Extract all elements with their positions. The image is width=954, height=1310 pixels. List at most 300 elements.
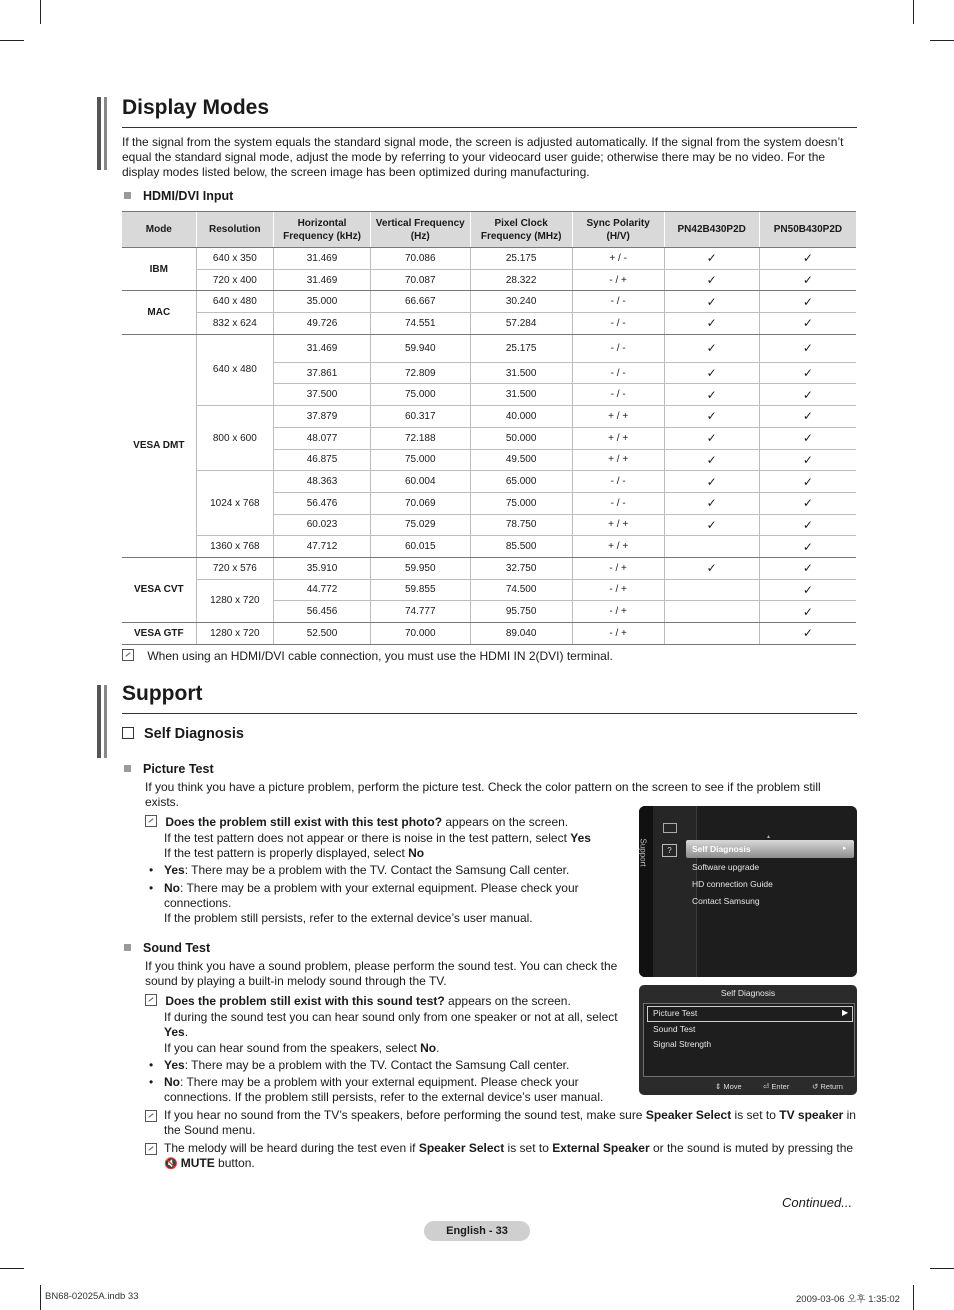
enter-icon: ⏎ <box>763 1082 770 1091</box>
sync-polarity-cell: + / + <box>572 406 664 428</box>
pixel-clock-cell: 49.500 <box>470 449 572 471</box>
v-freq-cell: 72.188 <box>370 427 470 449</box>
bullet-dot-icon: • <box>149 1058 154 1072</box>
section-bar <box>104 685 107 758</box>
v-freq-cell: 59.950 <box>370 557 470 579</box>
sync-polarity-cell: - / + <box>572 269 664 291</box>
check-mark-icon: ✓ <box>802 366 813 381</box>
mute-icon: 🔇 <box>164 1158 178 1170</box>
check-mark-icon: ✓ <box>802 341 813 356</box>
sync-polarity-cell: - / - <box>572 291 664 313</box>
table-header-cell: Pixel Clock Frequency (MHz) <box>470 212 572 248</box>
check-mark-icon: ✓ <box>706 387 717 402</box>
pixel-clock-cell: 50.000 <box>470 427 572 449</box>
picture-note-rest: appears on the screen. <box>442 815 569 829</box>
v-freq-cell: 60.317 <box>370 406 470 428</box>
pn42-support-cell <box>664 471 759 493</box>
v-freq-cell: 70.000 <box>370 623 470 645</box>
return-label: Return <box>820 1082 843 1091</box>
picture-test-heading <box>124 762 214 776</box>
h-freq-cell: 60.023 <box>274 514 371 536</box>
sound-note-bold: Does the problem still exist with this sound test? <box>165 994 445 1008</box>
enter-hint <box>763 1082 789 1091</box>
pixel-clock-cell: 40.000 <box>470 406 572 428</box>
sound-line3-end: . <box>436 1041 440 1055</box>
menu-side-strip <box>639 806 653 977</box>
pn42-support-cell <box>664 334 759 362</box>
menu-item-sound-test[interactable]: Sound Test <box>653 1024 696 1034</box>
mode-cell: VESA GTF <box>122 623 196 645</box>
table-row <box>122 313 856 335</box>
chevron-up-icon: ▴ <box>767 834 771 840</box>
melody-note-end: button. <box>214 1156 255 1170</box>
check-mark-icon: ✓ <box>802 452 813 467</box>
pn42-support-cell <box>664 514 759 536</box>
check-mark-icon: ✓ <box>706 273 717 288</box>
note-icon <box>145 994 157 1006</box>
v-freq-cell: 70.087 <box>370 269 470 291</box>
h-freq-cell: 52.500 <box>274 623 371 645</box>
check-mark-icon: ✓ <box>706 431 717 446</box>
picture-bullet-yes <box>149 863 629 878</box>
pn42-support-cell <box>664 362 759 384</box>
check-mark-icon: ✓ <box>802 561 813 576</box>
v-freq-cell: 74.777 <box>370 601 470 623</box>
pn50-support-cell <box>759 362 856 384</box>
sync-polarity-cell: - / - <box>572 334 664 362</box>
picture-test-line2 <box>164 831 634 846</box>
sound-test-line2 <box>164 1010 634 1040</box>
mode-cell: VESA CVT <box>122 557 196 622</box>
display-modes-title: Display Modes <box>122 96 270 119</box>
pn50-support-cell <box>759 269 856 291</box>
support-title: Support <box>122 682 203 705</box>
hdmi-dvi-subhead <box>124 189 233 203</box>
pn42-support-cell <box>664 427 759 449</box>
pn50-support-cell <box>759 536 856 558</box>
resolution-cell: 1360 x 768 <box>196 536 273 558</box>
speaker-note-mid: is set to <box>731 1108 780 1122</box>
footer-timestamp: 2009-03-06 오후 1:35:02 <box>796 1294 900 1305</box>
display-modes-table <box>122 211 856 645</box>
h-freq-cell: 56.476 <box>274 492 371 514</box>
menu-icon-column <box>653 806 697 977</box>
pn50-support-cell <box>759 406 856 428</box>
pn42-support-cell <box>664 291 759 313</box>
check-mark-icon: ✓ <box>706 452 717 467</box>
sync-polarity-cell: - / - <box>572 384 664 406</box>
sound-line2-bold: Yes <box>164 1025 185 1039</box>
pixel-clock-cell: 31.500 <box>470 362 572 384</box>
picture-b2-rest: : There may be a problem with your external equipment. Please check your connections. <box>164 881 579 910</box>
sync-polarity-cell: - / + <box>572 557 664 579</box>
pixel-clock-cell: 32.750 <box>470 557 572 579</box>
note-icon <box>145 1143 157 1155</box>
section-bar <box>97 97 101 170</box>
h-freq-cell: 56.456 <box>274 601 371 623</box>
check-mark-icon: ✓ <box>802 316 813 331</box>
resolution-cell: 640 x 480 <box>196 291 273 313</box>
h-freq-cell: 31.469 <box>274 269 371 291</box>
square-bullet-icon <box>124 765 131 772</box>
pn42-support-cell <box>664 384 759 406</box>
crop-mark <box>913 0 914 24</box>
melody-note-b2: External Speaker <box>552 1141 650 1155</box>
note-icon <box>145 815 157 827</box>
menu-item-picture-test[interactable]: Picture Test <box>653 1008 698 1018</box>
check-mark-icon: ✓ <box>802 604 813 619</box>
table-row <box>122 623 856 645</box>
check-mark-icon: ✓ <box>802 582 813 597</box>
sync-polarity-cell: - / + <box>572 579 664 601</box>
menu-side-label: Support <box>639 838 648 867</box>
picture-test-intro: If you think you have a picture problem, perform the picture test. Check the color pattern on the screen to see if the problem still exists. <box>145 780 821 809</box>
h-freq-cell: 46.875 <box>274 449 371 471</box>
sync-polarity-cell: + / + <box>572 427 664 449</box>
pn42-support-cell <box>664 601 759 623</box>
melody-note-b1: Speaker Select <box>418 1141 505 1155</box>
bullet-dot-icon: • <box>149 1075 154 1089</box>
sound-bullet-no <box>149 1075 619 1105</box>
v-freq-cell: 70.069 <box>370 492 470 514</box>
hdmi-note-text: When using an HDMI/DVI cable connection, you must use the HDMI IN 2(DVI) terminal. <box>147 649 613 663</box>
check-mark-icon: ✓ <box>706 409 717 424</box>
table-header-cell: PN50B430P2D <box>759 212 856 248</box>
check-mark-icon: ✓ <box>706 496 717 511</box>
pn50-support-cell <box>759 313 856 335</box>
sync-polarity-cell: - / - <box>572 362 664 384</box>
sound-b2-bold: No <box>164 1075 180 1089</box>
sound-test-note <box>145 994 625 1009</box>
self-diagnosis-menu-title: Self Diagnosis <box>720 988 776 998</box>
table-header-cell: Horizontal Frequency (kHz) <box>274 212 371 248</box>
pn42-support-cell <box>664 449 759 471</box>
pn50-support-cell <box>759 471 856 493</box>
crop-mark <box>930 40 954 41</box>
pixel-clock-cell: 25.175 <box>470 334 572 362</box>
check-mark-icon: ✓ <box>802 294 813 309</box>
v-freq-cell: 75.000 <box>370 449 470 471</box>
mode-cell: VESA DMT <box>122 334 196 557</box>
check-mark-icon: ✓ <box>706 316 717 331</box>
pn42-support-cell <box>664 313 759 335</box>
sound-b1-bold: Yes <box>164 1058 185 1072</box>
check-mark-icon: ✓ <box>802 626 813 641</box>
bullet-dot-icon: • <box>149 881 154 895</box>
pn42-support-cell <box>664 579 759 601</box>
footer-file-info: BN68-02025A.indb 33 <box>45 1291 139 1302</box>
sync-polarity-cell: + / - <box>572 248 664 270</box>
pixel-clock-cell: 89.040 <box>470 623 572 645</box>
table-header-cell: PN42B430P2D <box>664 212 759 248</box>
h-freq-cell: 48.077 <box>274 427 371 449</box>
h-freq-cell: 31.469 <box>274 248 371 270</box>
resolution-cell: 640 x 480 <box>196 334 273 405</box>
pixel-clock-cell: 28.322 <box>470 269 572 291</box>
pn42-support-cell <box>664 536 759 558</box>
crop-mark <box>40 1285 41 1310</box>
check-mark-icon: ✓ <box>706 561 717 576</box>
sync-polarity-cell: + / + <box>572 514 664 536</box>
table-row <box>122 536 856 558</box>
speaker-note-b2: TV speaker <box>779 1108 844 1122</box>
speaker-note <box>145 1108 860 1138</box>
return-hint <box>812 1082 843 1091</box>
h-freq-cell: 37.879 <box>274 406 371 428</box>
section-bar <box>104 97 107 170</box>
sound-line2-end: . <box>184 1025 189 1039</box>
pn50-support-cell <box>759 492 856 514</box>
hdmi-dvi-label: HDMI/DVI Input <box>143 189 234 203</box>
pixel-clock-cell: 57.284 <box>470 313 572 335</box>
check-mark-icon: ✓ <box>706 341 717 356</box>
mode-cell: MAC <box>122 291 196 334</box>
play-arrow-icon: ▶ <box>842 1008 849 1017</box>
pn42-support-cell <box>664 557 759 579</box>
h-freq-cell: 31.469 <box>274 334 371 362</box>
h-freq-cell: 35.910 <box>274 557 371 579</box>
crop-mark <box>40 0 41 24</box>
pn42-support-cell <box>664 269 759 291</box>
table-row <box>122 291 856 313</box>
menu-item-self-diagnosis[interactable]: Self Diagnosis <box>692 844 751 854</box>
square-bullet-icon <box>124 192 131 199</box>
crop-mark <box>0 40 24 41</box>
check-mark-icon: ✓ <box>802 387 813 402</box>
sync-polarity-cell: - / + <box>572 623 664 645</box>
up-down-icon: ⇕ <box>715 1082 722 1091</box>
picture-line2-text: If the test pattern does not appear or there is noise in the test pattern, select <box>164 831 571 845</box>
pixel-clock-cell: 74.500 <box>470 579 572 601</box>
pn42-support-cell <box>664 248 759 270</box>
sync-polarity-cell: - / - <box>572 313 664 335</box>
sound-line3-text: If you can hear sound from the speakers, select <box>164 1041 421 1055</box>
table-header-cell: Resolution <box>196 212 273 248</box>
menu-item-hd-connection-guide[interactable]: HD connection Guide <box>692 879 773 889</box>
section-bar <box>97 685 101 758</box>
sync-polarity-cell: - / - <box>572 471 664 493</box>
picture-bullet-no <box>149 881 599 926</box>
display-modes-intro: If the signal from the system equals the standard signal mode, the screen is adjusted automatically. If the signal from the system doesn’t equal the standard signal mode, adjust the mode by referring to your videocard user guide; otherwise there may be no video. For the display modes listed below, the screen image has been optimized during manufacturing. <box>122 135 844 179</box>
picture-b1-rest: : There may be a problem with the TV. Contact the Samsung Call center. <box>184 863 570 877</box>
enter-label: Enter <box>771 1082 790 1091</box>
sync-polarity-cell: + / + <box>572 536 664 558</box>
square-bullet-icon <box>124 944 131 951</box>
picture-b1-bold: Yes <box>164 863 185 877</box>
v-freq-cell: 60.004 <box>370 471 470 493</box>
check-mark-icon: ✓ <box>802 431 813 446</box>
section-rule <box>122 127 857 128</box>
picture-test-line3 <box>164 846 634 861</box>
check-mark-icon: ✓ <box>802 474 813 489</box>
check-mark-icon: ✓ <box>802 251 813 266</box>
sound-line3-bold: No <box>420 1041 437 1055</box>
pn42-support-cell <box>664 406 759 428</box>
sound-line2-text: If during the sound test you can hear sound only from one speaker or not at all, select <box>164 1010 618 1024</box>
sound-b2-rest: : There may be a problem with your external equipment. Please check your connections. If the problem still persists, refer to the external device’s user manual. <box>164 1075 604 1104</box>
resolution-cell: 640 x 350 <box>196 248 273 270</box>
chevron-right-icon: ▸ <box>843 845 847 852</box>
check-mark-icon: ✓ <box>706 517 717 532</box>
menu-item-software-upgrade[interactable]: Software upgrade <box>692 862 760 872</box>
pn50-support-cell <box>759 291 856 313</box>
table-row <box>122 248 856 270</box>
sound-b1-rest: : There may be a problem with the TV. Contact the Samsung Call center. <box>184 1058 570 1072</box>
picture-b2-line2: If the problem still persists, refer to the external device’s user manual. <box>164 911 533 925</box>
picture-test-label: Picture Test <box>143 762 214 776</box>
v-freq-cell: 70.086 <box>370 248 470 270</box>
table-header-cell: Mode <box>122 212 196 248</box>
picture-note-bold: Does the problem still exist with this test photo? <box>165 815 443 829</box>
picture-test-note <box>145 815 625 830</box>
table-header-cell: Vertical Frequency (Hz) <box>370 212 470 248</box>
check-mark-icon: ✓ <box>802 496 813 511</box>
self-diagnosis-heading <box>122 726 244 742</box>
picture-line2-bold: Yes <box>570 831 591 845</box>
check-mark-icon: ✓ <box>802 517 813 532</box>
pn50-support-cell <box>759 514 856 536</box>
speaker-note-end: in the Sound menu. <box>164 1108 856 1137</box>
h-freq-cell: 47.712 <box>274 536 371 558</box>
melody-note <box>145 1141 860 1172</box>
table-row <box>122 406 856 428</box>
sound-test-intro: If you think you have a sound problem, please perform the sound test. You can check the sound by playing a built-in melody sound through the TV. <box>145 959 618 988</box>
move-hint <box>715 1082 742 1091</box>
return-icon: ↺ <box>812 1082 819 1091</box>
melody-note-mid: is set to <box>504 1141 553 1155</box>
sound-test-line3 <box>164 1041 634 1056</box>
resolution-cell: 800 x 600 <box>196 406 273 471</box>
mode-cell: IBM <box>122 248 196 291</box>
help-icon: ? <box>662 844 677 857</box>
pn42-support-cell <box>664 623 759 645</box>
check-mark-icon: ✓ <box>802 409 813 424</box>
self-diagnosis-menu-screenshot <box>639 985 857 1095</box>
pn42-support-cell <box>664 492 759 514</box>
pn50-support-cell <box>759 623 856 645</box>
crop-mark <box>930 1268 954 1269</box>
table-body <box>122 248 856 645</box>
picture-b2-bold: No <box>164 881 180 895</box>
note-icon <box>145 1110 157 1122</box>
table-row <box>122 557 856 579</box>
v-freq-cell: 72.809 <box>370 362 470 384</box>
menu-item-signal-strength[interactable]: Signal Strength <box>653 1039 712 1049</box>
crop-mark <box>913 1285 914 1310</box>
pn50-support-cell <box>759 334 856 362</box>
picture-line3-text: If the test pattern is properly displayed, select <box>164 846 409 860</box>
sync-polarity-cell: + / + <box>572 449 664 471</box>
self-diagnosis-menu-box <box>643 1003 855 1077</box>
crop-mark <box>0 1268 24 1269</box>
resolution-cell: 832 x 624 <box>196 313 273 335</box>
table-row <box>122 471 856 493</box>
table-row <box>122 269 856 291</box>
melody-note-b3: MUTE <box>180 1156 215 1170</box>
resolution-cell: 1024 x 768 <box>196 471 273 536</box>
pixel-clock-cell: 78.750 <box>470 514 572 536</box>
pixel-clock-cell: 25.175 <box>470 248 572 270</box>
resolution-cell: 1280 x 720 <box>196 623 273 645</box>
bullet-dot-icon: • <box>149 863 154 877</box>
checkbox-icon <box>122 727 134 739</box>
pixel-clock-cell: 85.500 <box>470 536 572 558</box>
h-freq-cell: 44.772 <box>274 579 371 601</box>
resolution-cell: 720 x 576 <box>196 557 273 579</box>
pixel-clock-cell: 31.500 <box>470 384 572 406</box>
pn50-support-cell <box>759 248 856 270</box>
h-freq-cell: 37.861 <box>274 362 371 384</box>
section-rule <box>122 713 857 714</box>
support-menu-screenshot <box>639 806 857 977</box>
melody-note-pre: The melody will be heard during the test even if <box>164 1141 419 1155</box>
sync-polarity-cell: - / + <box>572 601 664 623</box>
check-mark-icon: ✓ <box>802 273 813 288</box>
pixel-clock-cell: 75.000 <box>470 492 572 514</box>
resolution-cell: 720 x 400 <box>196 269 273 291</box>
melody-note-mid2: or the sound is muted by pressing the <box>649 1141 854 1155</box>
page-number-badge: English - 33 <box>424 1221 530 1241</box>
v-freq-cell: 74.551 <box>370 313 470 335</box>
sync-polarity-cell: - / - <box>572 492 664 514</box>
table-row <box>122 579 856 601</box>
speaker-note-b1: Speaker Select <box>645 1108 732 1122</box>
v-freq-cell: 66.667 <box>370 291 470 313</box>
h-freq-cell: 49.726 <box>274 313 371 335</box>
hdmi-note <box>122 649 613 664</box>
v-freq-cell: 60.015 <box>370 536 470 558</box>
pn50-support-cell <box>759 601 856 623</box>
check-mark-icon: ✓ <box>706 366 717 381</box>
table-header-row <box>122 212 856 248</box>
sound-bullet-yes <box>149 1058 629 1073</box>
pn50-support-cell <box>759 384 856 406</box>
pixel-clock-cell: 30.240 <box>470 291 572 313</box>
check-mark-icon: ✓ <box>706 294 717 309</box>
menu-item-contact-samsung[interactable]: Contact Samsung <box>692 896 760 906</box>
table-row <box>122 334 856 362</box>
sound-test-label: Sound Test <box>143 941 211 955</box>
table-header-cell: Sync Polarity (H/V) <box>572 212 664 248</box>
continued-label: Continued... <box>782 1195 853 1210</box>
input-icon <box>663 823 677 833</box>
h-freq-cell: 37.500 <box>274 384 371 406</box>
check-mark-icon: ✓ <box>802 539 813 554</box>
v-freq-cell: 75.029 <box>370 514 470 536</box>
sound-test-heading <box>124 941 210 955</box>
pixel-clock-cell: 95.750 <box>470 601 572 623</box>
check-mark-icon: ✓ <box>706 474 717 489</box>
pn50-support-cell <box>759 557 856 579</box>
check-mark-icon: ✓ <box>706 251 717 266</box>
resolution-cell: 1280 x 720 <box>196 579 273 622</box>
note-icon <box>122 649 134 661</box>
h-freq-cell: 35.000 <box>274 291 371 313</box>
pixel-clock-cell: 65.000 <box>470 471 572 493</box>
v-freq-cell: 59.940 <box>370 334 470 362</box>
pn50-support-cell <box>759 579 856 601</box>
picture-line3-bold: No <box>408 846 425 860</box>
self-diagnosis-label: Self Diagnosis <box>144 726 244 742</box>
pn50-support-cell <box>759 449 856 471</box>
speaker-note-pre: If you hear no sound from the TV’s speakers, before performing the sound test, make sure <box>164 1108 646 1122</box>
h-freq-cell: 48.363 <box>274 471 371 493</box>
v-freq-cell: 75.000 <box>370 384 470 406</box>
sound-note-rest: appears on the screen. <box>444 994 571 1008</box>
move-label: Move <box>723 1082 742 1091</box>
pn50-support-cell <box>759 427 856 449</box>
v-freq-cell: 59.855 <box>370 579 470 601</box>
